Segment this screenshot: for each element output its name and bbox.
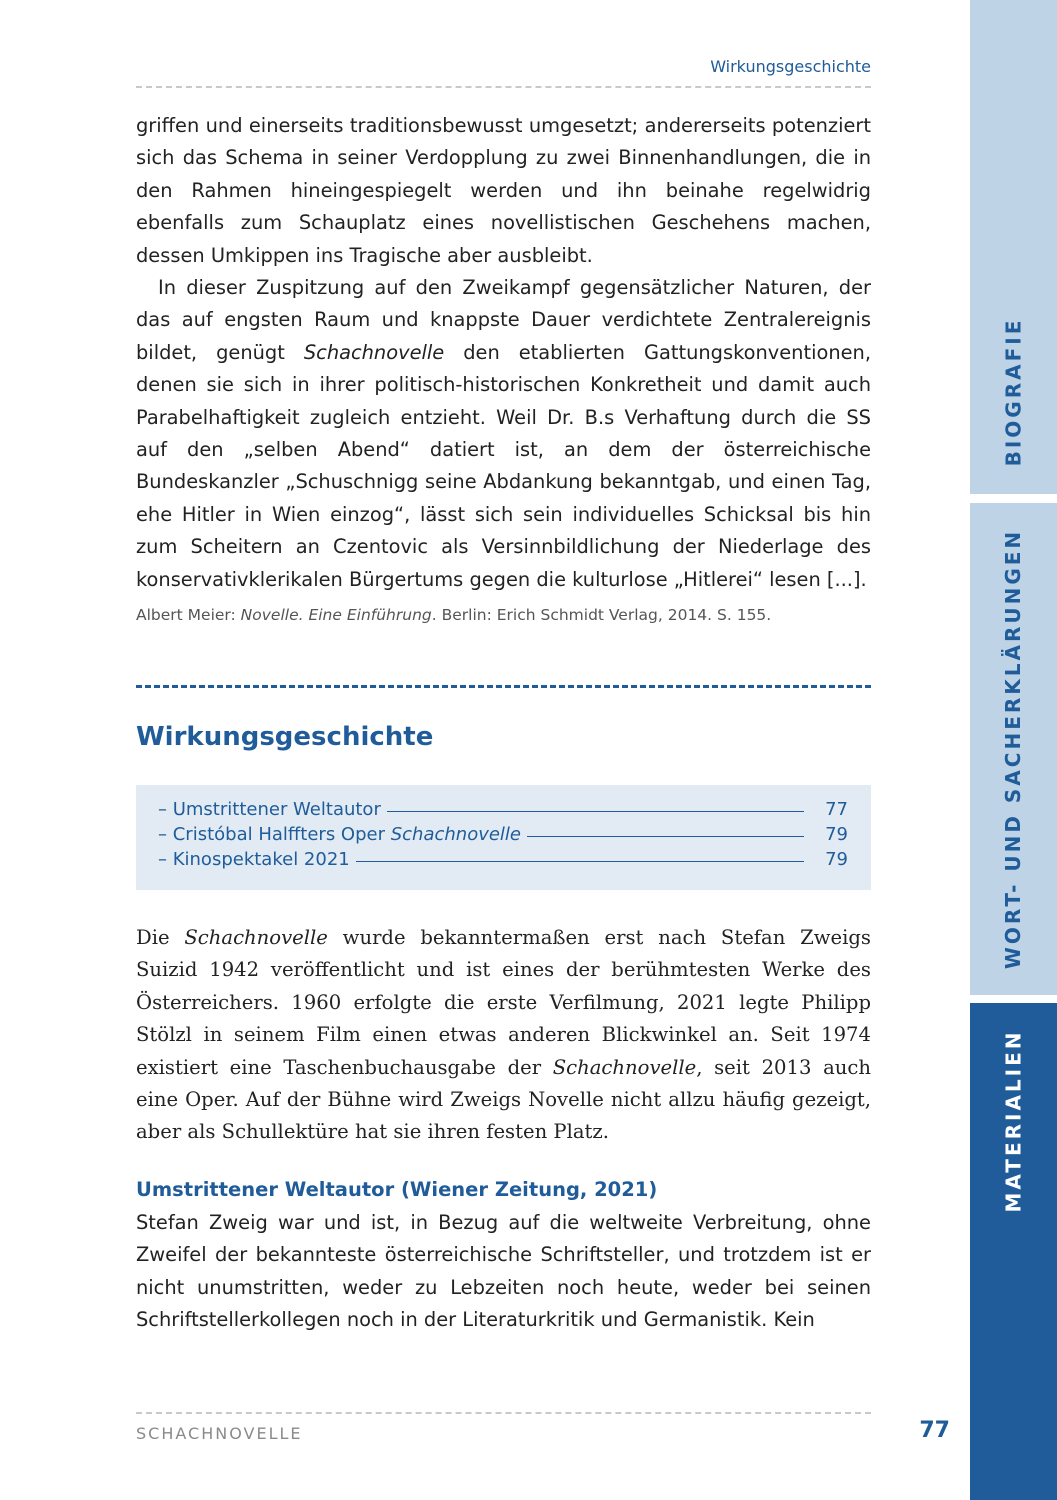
running-header: Wirkungsgeschichte — [710, 57, 871, 76]
citation-publisher: . Berlin: Erich Schmidt Verlag, 2014. S. 155. — [431, 606, 772, 624]
quote-text-before: In dieser Zuspitzung auf den Zweikampf gegensätzlicher Naturen, der das auf engsten Raum und knappste Dauer verdichtete Zentralereignis bildet, genügt — [136, 276, 871, 364]
quote-work-title: Schachnovelle — [303, 340, 445, 364]
toc-page-number: 77 — [825, 799, 848, 820]
quote-paragraph-2 — [136, 272, 871, 596]
quote-text-after: den etablierten Gattungskonventionen, denen sie sich in ihrer politisch-historischen Konkretheit und damit auch Parabelhaftigkeit zugleich entzieht. Weil Dr. B.s Verhaftung durch die SS auf den „selben Abend“ datiert ist, an dem der österreichische Bundeskanzler „Schuschnigg seine Abdankung bekanntgab, und einen Tag, ehe Hitler in Wien einzog“, lässt sich sein individuelles Schicksal bis hin zum Scheitern an Czentovic als Versinnbildlichung der Niederlage des konservativklerikalen Bürgertums gegen die kulturlose „Hitlerei“ lesen [...]. — [136, 340, 871, 591]
citation-author: Albert Meier: — [136, 606, 241, 624]
toc-leader — [356, 861, 804, 862]
tab-label: BIOGRAFIE — [1001, 317, 1026, 467]
quote-paragraph-1: griffen und einerseits traditionsbewusst umgesetzt; andererseits potenziert sich das Schema in seiner Verdopplung zu zwei Binnenhandlungen, die in den Rahmen hineingespiegelt werden und ihn beinahe regelwidrig ebenfalls zum Schauplatz eines novellistischen Geschehens machen, dessen Umkippen ins Tragische aber ausbleibt. — [136, 114, 871, 267]
toc-entry[interactable] — [158, 849, 848, 874]
page-number: 77 — [919, 1418, 950, 1443]
work-title: Schachnovelle — [552, 1055, 697, 1079]
header-divider — [136, 86, 871, 88]
toc-label: – Kinospektakel 2021 — [158, 849, 350, 870]
tab-biografie[interactable] — [970, 0, 1057, 494]
toc-label: – Cristóbal Halffters Oper Schachnovelle — [158, 824, 522, 845]
tab-materialien[interactable] — [970, 1003, 1057, 1500]
source-citation — [136, 606, 871, 624]
work-title: Schachnovelle — [184, 926, 328, 949]
section-divider — [136, 685, 871, 688]
subsection-paragraph: Stefan Zweig war und ist, in Bezug auf die weltweite Verbreitung, ohne Zweifel der bekannteste österreichische Schriftsteller, und trotzdem ist er nicht unumstritten, weder zu Lebzeiten noch heute, weder bei seinen Schriftstellerkollegen noch in der Literaturkritik und Germanistik. Kein — [136, 1211, 871, 1332]
toc-page-number: 79 — [825, 824, 848, 845]
tab-label: MATERIALIEN — [1001, 1028, 1026, 1213]
toc-page-number: 79 — [825, 849, 848, 870]
tab-label: WORT- UND SACHERKLÄRUNGEN — [1001, 528, 1026, 970]
section-title: Wirkungsgeschichte — [136, 722, 434, 752]
subsection-text — [136, 1207, 871, 1337]
subsection-heading: Umstrittener Weltautor (Wiener Zeitung, 2021) — [136, 1178, 658, 1201]
toc-label: – Umstrittener Weltautor — [158, 799, 381, 820]
quoted-text — [136, 110, 871, 596]
intro-paragraph: Die Schachnovelle wurde bekanntermaßen erst nach Stefan Zweigs Suizid 1942 veröffentlicht und ist eines der berühmtesten Werke des Österreichers. 1960 erfolgte die erste Verfilmung, 2021 legte Philipp Stölzl in seinem Film einen etwas anderen Blickwinkel an. Seit 1974 existiert eine Taschenbuchausgabe der Schachnovelle, seit 2013 auch eine Oper. Auf der Bühne wird Zweigs Novelle nicht allzu häufig gezeigt, aber als Schullektüre hat sie ihren festen Platz. — [136, 926, 871, 1144]
section-toc — [136, 785, 871, 890]
footer-divider — [136, 1412, 871, 1414]
tab-wort-und-sacherklaerungen[interactable] — [970, 503, 1057, 995]
toc-entry[interactable] — [158, 824, 848, 849]
footer-book-title: SCHACHNOVELLE — [136, 1424, 303, 1443]
toc-entry[interactable] — [158, 799, 848, 824]
citation-title: Novelle. Eine Einführung — [240, 606, 432, 624]
toc-leader — [387, 811, 804, 812]
toc-leader — [527, 836, 804, 837]
